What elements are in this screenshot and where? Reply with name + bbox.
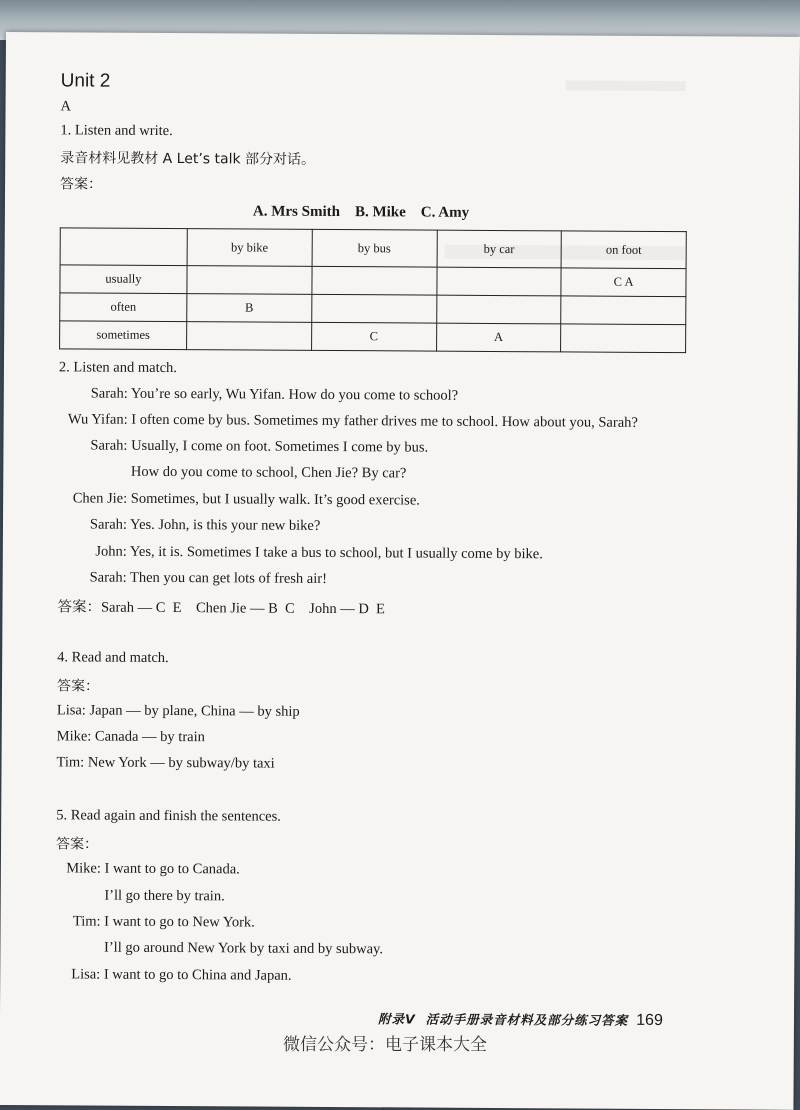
table-row-label: often [60,293,187,322]
q2-answer: 答案：Sarah — C E Chen Jie — B C John — D E [57,595,385,618]
q5-answer-line [55,966,291,984]
table-cell [436,267,561,296]
table-row-label: sometimes [60,321,187,350]
answer-text: I’ll go around New York by taxi and by subway. [104,940,383,958]
watermark-text: 微信公众号：电子课本大全 [283,1030,487,1055]
page-number: 169 [636,1012,663,1029]
q5-answer-line [56,860,240,878]
dialogue-text: How do you come to school, Chen Jie? By car? [131,464,407,482]
answer-text: I want to go to Canada. [104,861,239,878]
q5-answer-line [56,913,255,931]
table-cell [187,322,312,351]
speaker-name: Tim: [56,913,101,930]
answer-text: I’ll go there by train. [104,888,224,905]
speaker-name: Chen Jie: [58,490,127,507]
document-page [0,32,800,1110]
speaker-name: Sarah: [58,437,127,454]
speaker-name: Sarah: [58,569,127,586]
q1-heading: 1. Listen and write. [60,122,172,140]
speaker-name: John: [58,543,127,560]
dialogue-text: Yes, it is. Sometimes I take a bus to school, but I usually come by bike. [130,544,543,563]
transport-table [59,227,687,353]
q5-answer-label: 答案： [56,833,98,853]
dialogue-line [59,411,638,432]
dialogue-text: You’re so early, Wu Yifan. How do you come to school? [131,386,458,404]
table-cell [187,266,312,295]
table-cell [311,294,436,323]
table-row [60,293,686,325]
table-cell: C A [561,268,686,297]
dialogue-text: I often come by bus. Sometimes my father drives me to school. How about you, Sarah? [131,412,638,431]
dialogue-line [58,569,327,588]
q5-answer-line [56,887,225,905]
q4-heading: 4. Read and match. [57,649,169,667]
unit-title: Unit 2 [61,70,111,92]
table-cell [312,266,437,295]
appendix-label: 附录V [378,1011,416,1026]
table-row-label: usually [60,265,187,294]
dialogue-text: Then you can get lots of fresh air! [130,570,327,587]
dialogue-line [58,543,543,563]
section-label: A [60,98,71,115]
table-cell: A [436,323,561,352]
q1-legend: A. Mrs Smith B. Mike C. Amy [253,204,469,222]
dialogue-line [58,490,420,509]
table-header-cell: by bike [187,229,312,267]
dialogue-text: Usually, I come on foot. Sometimes I come by bus. [131,438,428,456]
dialogue-line [58,437,428,456]
footer-title: 活动手册录音材料及部分练习答案 [426,1012,629,1028]
q4-answer-label: 答案： [57,675,99,695]
page-footer [378,1009,663,1030]
bleed-through-mark [566,80,686,91]
dialogue-line [58,463,406,482]
q5-answer-line [55,939,383,958]
table-cell [436,295,561,324]
q1-note: 录音材料见教材 A Let’s talk 部分对话。 [60,147,315,169]
table-cell: C [311,322,436,351]
speaker-name: Lisa: [55,966,100,983]
table-cell [561,296,686,325]
dialogue-text: Yes. John, is this your new bike? [130,517,320,534]
speaker-name: Sarah: [58,516,127,533]
table-header-cell: by car [437,230,562,268]
dialogue-line [58,516,320,535]
speaker-name: Mike: [56,860,101,877]
table-row [60,321,686,353]
answer-text: I want to go to New York. [104,914,255,931]
q1-answer-label: 答案： [60,173,102,193]
table-header-cell [60,228,187,266]
answer-text: I want to go to China and Japan. [104,967,292,984]
table-header-cell: by bus [312,229,437,267]
table-cell [561,324,686,353]
q4-answer-line: Mike: Canada — by train [57,728,205,746]
table-row [60,265,686,297]
q5-heading: 5. Read again and finish the sentences. [56,807,281,825]
table-cell: B [187,294,312,323]
q4-answer-line: Tim: New York — by subway/by taxi [56,754,274,772]
speaker-name: Sarah: [59,385,128,402]
table-header-row [60,228,686,269]
table-header-cell: on foot [561,231,686,269]
dialogue-text: Sometimes, but I usually walk. It’s good exercise. [131,491,420,509]
q2-heading: 2. Listen and match. [59,359,177,377]
dialogue-line [59,385,458,404]
speaker-name: Wu Yifan: [59,411,128,428]
q4-answer-line: Lisa: Japan — by plane, China — by ship [57,702,300,720]
